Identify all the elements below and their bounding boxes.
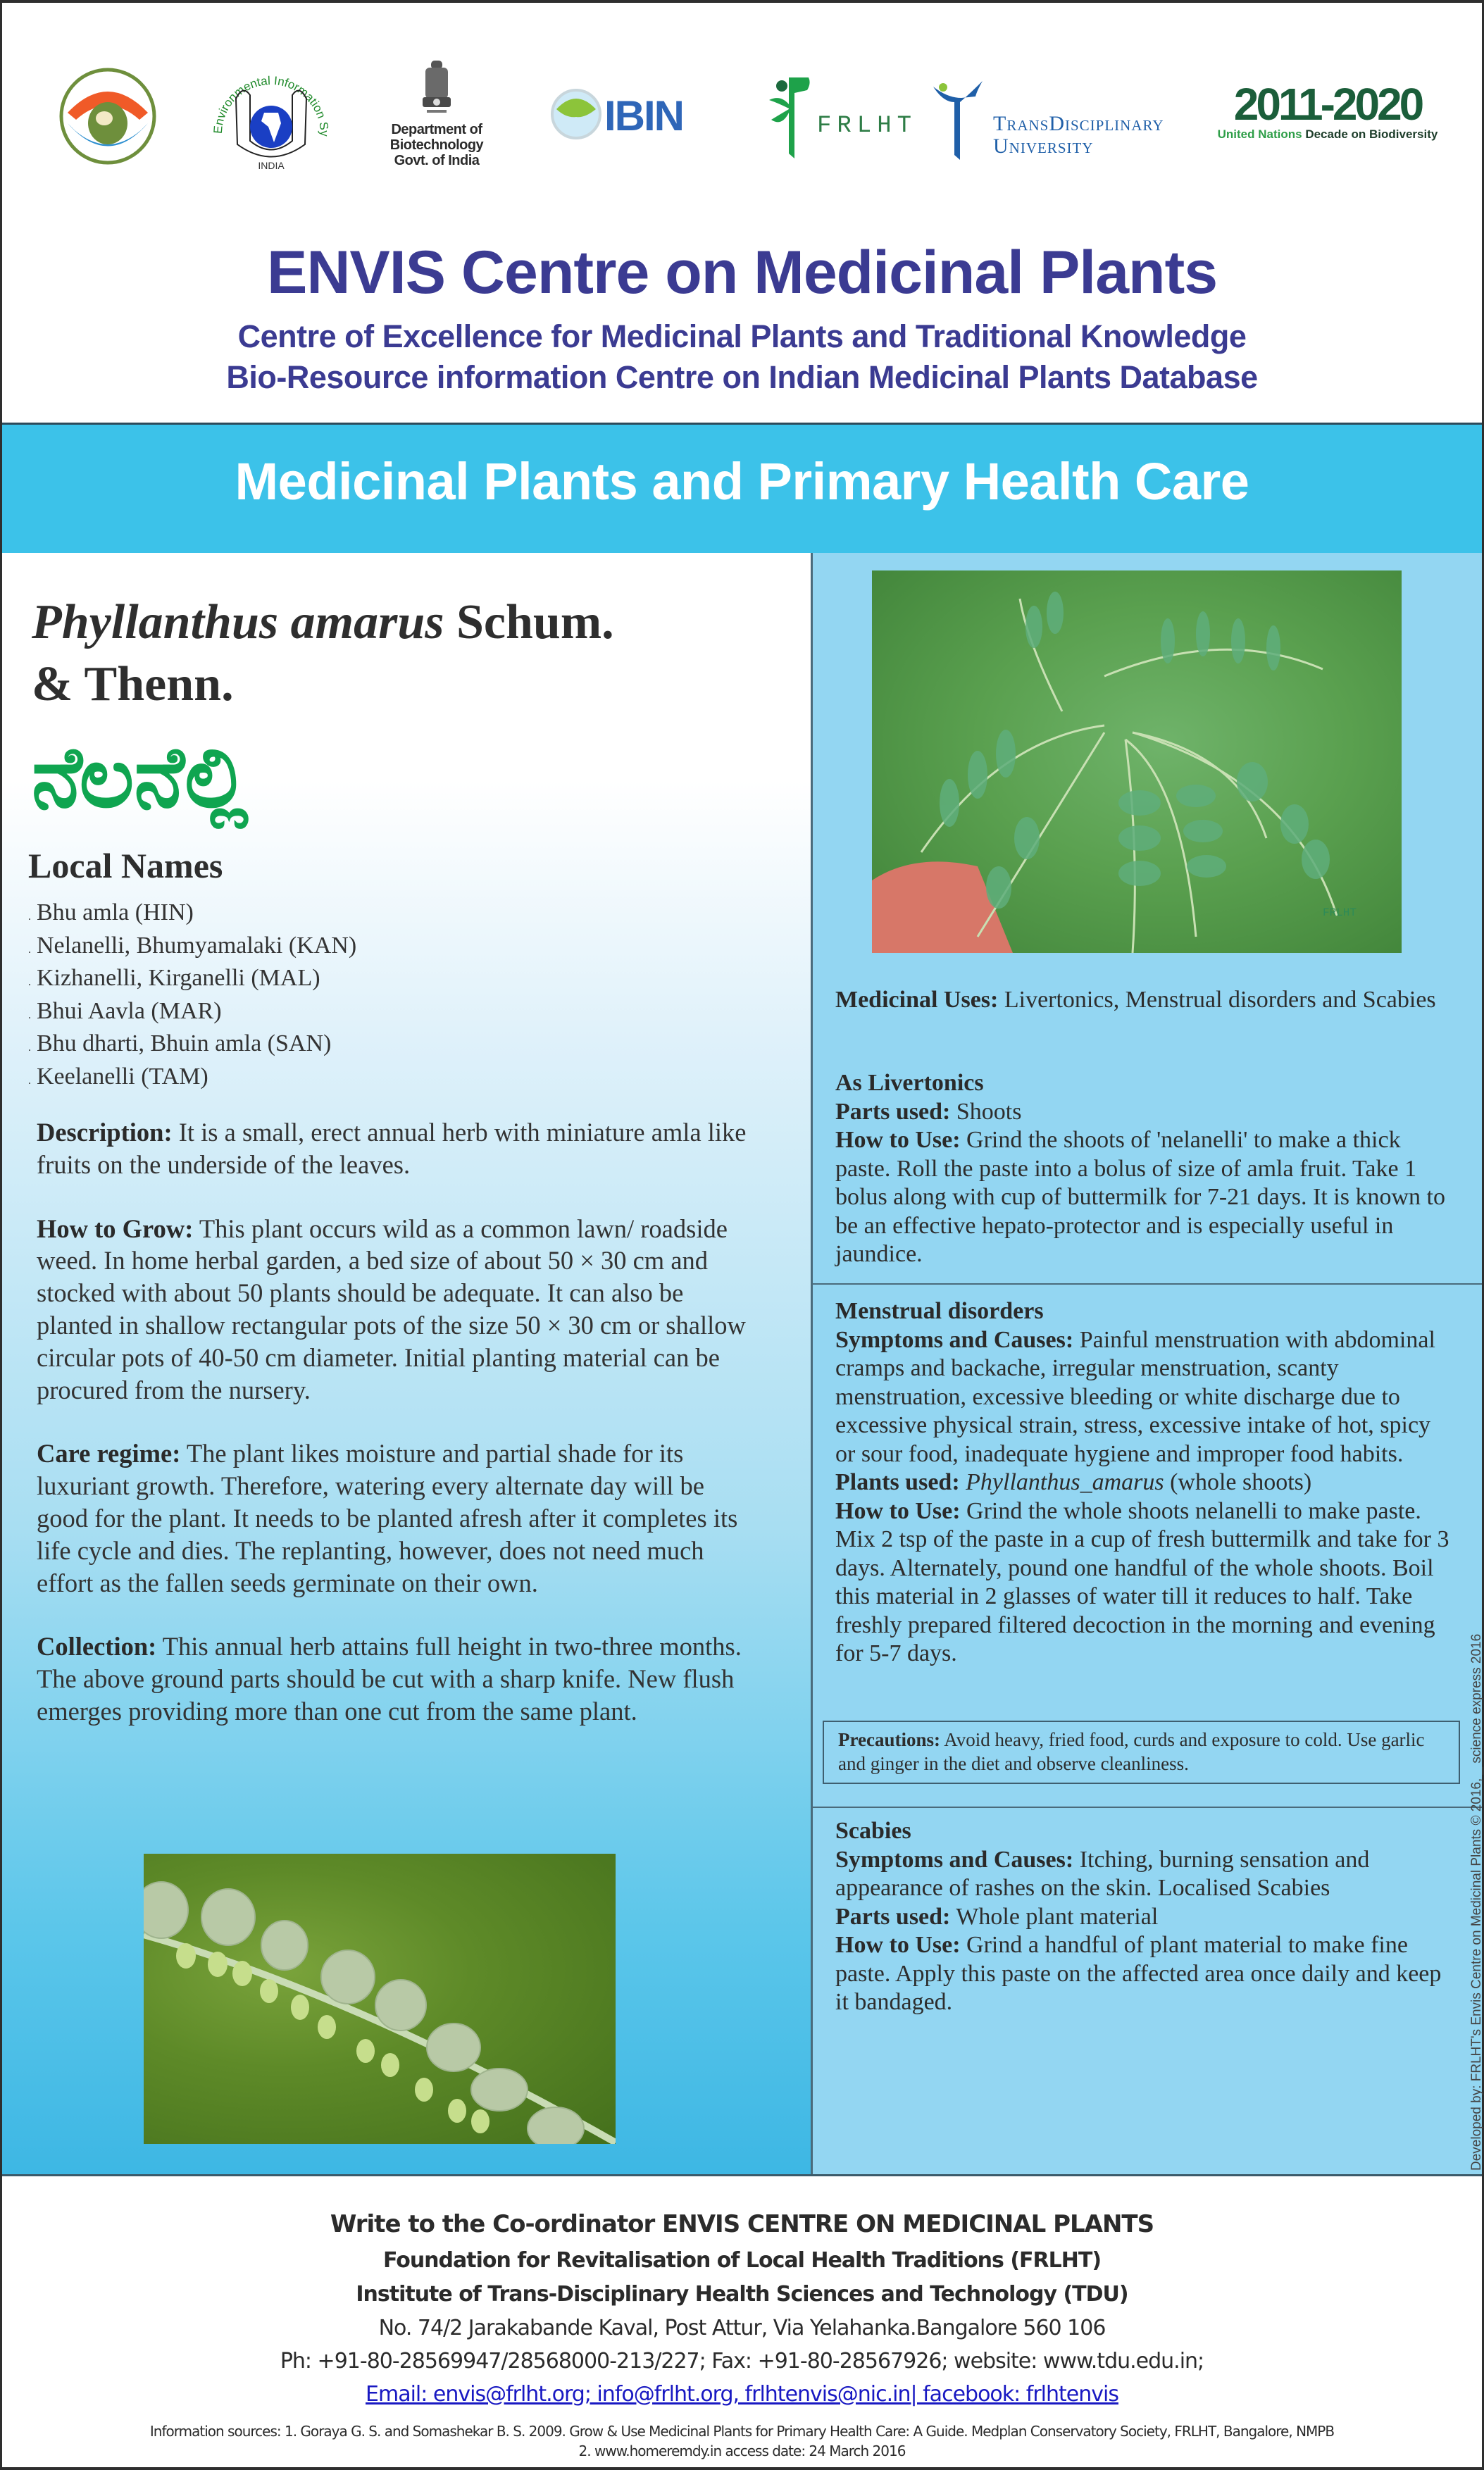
precautions-label: Precautions: — [838, 1729, 940, 1750]
list-item: . Nelanelli, Bhumyamalaki (KAN) — [28, 932, 356, 965]
un-years: 2011-2020 — [1233, 79, 1422, 130]
ibin-wordmark: IBIN — [604, 92, 683, 139]
precautions-box — [823, 1721, 1460, 1784]
menstrual-heading: Menstrual disorders — [835, 1298, 1044, 1324]
cultivation-info — [37, 1116, 762, 1759]
livertonics-parts-label: Parts used: — [835, 1098, 951, 1125]
contact-footer — [2, 2176, 1482, 2467]
dbt-logo — [349, 56, 525, 168]
scabies-how-label: How to Use: — [835, 1932, 961, 1958]
footer-frlht: Foundation for Revitalisation of Local Health Traditions (FRLHT) — [382, 2248, 1102, 2273]
frlht-logo — [768, 77, 919, 162]
tdu-line1: TransDisciplinary — [993, 112, 1164, 135]
shoot-photo-watermark: FRLHT — [1323, 906, 1357, 919]
moef-logo — [55, 63, 161, 169]
livertonics-parts-text: Shoots — [950, 1098, 1022, 1125]
tdu-logo — [933, 81, 1176, 162]
menstrual-how-text: Grind the whole shoots nelanelli to make paste. Mix 2 tsp of the paste in a cup of fresh buttermilk and take for 3 days. Alternately, pound one handful of the whole shoots. Boil this material in 2 glasses of water till it reduces to half. Take freshly prepared filtered decoction in the morning and evening for 5-7 days. — [835, 1497, 1449, 1666]
un-subtitle-decade: Decade on Biodiversity — [1305, 127, 1438, 141]
envis-logo — [208, 56, 335, 173]
un-subtitle — [1208, 127, 1447, 142]
how-to-grow-paragraph — [37, 1213, 762, 1406]
section-divider — [811, 1807, 1482, 1808]
medicinal-uses-label: Medicinal Uses: — [835, 987, 999, 1013]
description-text: It is a small, erect annual herb with miniature amla like fruits on the underside of the leaves. — [37, 1118, 747, 1179]
logo-row — [0, 42, 1484, 176]
medicinal-uses — [835, 986, 1455, 1015]
section-banner — [2, 423, 1482, 553]
moef-emblem-icon — [55, 63, 161, 169]
envis-arc-text: Environmental Information Sy — [211, 73, 332, 137]
envis-country: INDIA — [258, 160, 285, 171]
menstrual-plants-text: (whole shoots) — [1164, 1469, 1312, 1495]
un-biodiversity-logo — [1208, 81, 1447, 151]
list-item: . Kizhanelli, Kirganelli (MAL) — [28, 964, 356, 997]
menstrual-plants-label: Plants used: — [835, 1469, 960, 1495]
footer-coordinator: Write to the Co-ordinator ENVIS CENTRE ON MEDICINAL PLANTS — [330, 2210, 1154, 2238]
scabies-how-text: Grind a handful of plant material to make fine paste. Apply this paste on the affected area once daily and keep it bandaged. — [835, 1932, 1442, 2015]
section-divider — [811, 1283, 1482, 1285]
shoot-photo — [872, 570, 1402, 953]
dbt-name: Department of Biotechnology — [389, 122, 484, 153]
precautions-text: Avoid heavy, fried food, curds and exposure to cold. Use garlic and ginger in the diet and observe cleanliness. — [838, 1729, 1425, 1774]
footer-address: No. 74/2 Jarakabande Kaval, Post Attur, Via Yelahanka.Bangalore 560 106 — [378, 2316, 1106, 2340]
collection-paragraph — [37, 1630, 762, 1727]
tdu-line2: University — [993, 135, 1094, 158]
scabies-section — [835, 1817, 1455, 2017]
page-title: ENVIS Centre on Medicinal Plants — [266, 239, 1218, 306]
menstrual-section — [835, 1297, 1455, 1669]
footer-email-link[interactable]: Email: envis@frlht.org; info@frlht.org, frlhtenvis@nic.in| facebook: frlhtenvis — [366, 2382, 1118, 2407]
species-authority-2: & Thenn. — [32, 657, 234, 711]
list-item: . Bhu amla (HIN) — [28, 899, 356, 932]
footer-source-1: Information sources: 1. Goraya G. S. and Somashekar B. S. 2009. Grow & Use Medicinal Plants for Primary Health Care: A Guide. Medplan Conservatory Society, FRLHT, Bangalore, NMPB — [149, 2423, 1335, 2440]
fruit-branch-photo — [144, 1854, 616, 2144]
livertonics-section — [835, 1069, 1455, 1269]
subtitle-bioresource: Bio-Resource information Centre on Indian Medicinal Plants Database — [226, 359, 1258, 395]
livertonics-how-label: How to Use: — [835, 1127, 961, 1153]
scabies-symptoms-text: Itching, burning sensation and appearance of rashes on the skin. Localised Scabies — [835, 1846, 1370, 1901]
footer-source-2: 2. www.homeremdy.in access date: 24 March 2016 — [578, 2443, 906, 2459]
frlht-wordmark: FRLHT — [817, 113, 918, 139]
shoot-illustration — [872, 570, 1402, 953]
menstrual-plants-species: Phyllanthus_amarus — [959, 1469, 1164, 1495]
local-names-heading: Local Names — [28, 846, 223, 885]
frlht-leaf-icon — [768, 77, 817, 158]
care-regime-text: The plant likes moisture and partial shade for its luxuriant growth. Therefore, watering every alternate day will be good for the plant. It needs to be planted afresh after it completes its life cycle and dies. The replanting, however, does not need much effort as the fallen seeds germinate on their own. — [37, 1439, 738, 1597]
care-regime-label: Care regime: — [37, 1439, 181, 1468]
scabies-parts-text: Whole plant material — [950, 1903, 1159, 1930]
care-regime-paragraph — [37, 1437, 762, 1599]
ibin-globe-icon — [549, 85, 606, 141]
tdu-figure-icon — [933, 81, 990, 162]
list-item: . Bhui Aavla (MAR) — [28, 997, 356, 1030]
footer-phone: Ph: +91-80-28569947/28568000-213/227; Fax: +91-80-28567926; website: www.tdu.edu.in; — [280, 2349, 1204, 2374]
list-item: . Keelanelli (TAM) — [28, 1063, 356, 1096]
collection-label: Collection: — [37, 1632, 157, 1661]
envis-globe-icon — [208, 56, 335, 173]
ashoka-emblem-icon — [416, 56, 458, 118]
species-name — [32, 592, 771, 716]
list-item: . Bhu dharti, Bhuin amla (SAN) — [28, 1030, 356, 1063]
kannada-name: ನೆಲನೆಲ್ಲಿ — [32, 729, 249, 827]
description-label: Description: — [37, 1118, 173, 1147]
how-to-grow-text: This plant occurs wild as a common lawn/ roadside weed. In home herbal garden, a bed size of about 50 × 30 cm and stocked with about 50 plants should be adequate. It can also be planted in shallow rectangular pots of the size 50 × 30 cm or shallow circular pots of 40-50 cm diameter. Initial planting material can be procured from the nursery. — [37, 1214, 746, 1404]
scabies-symptoms-label: Symptoms and Causes: — [835, 1846, 1074, 1873]
livertonics-heading: As Livertonics — [835, 1070, 984, 1096]
tdu-wordmark — [993, 113, 1164, 158]
scabies-heading: Scabies — [835, 1818, 911, 1844]
species-authority-1: Schum. — [444, 595, 614, 649]
scabies-parts-label: Parts used: — [835, 1903, 951, 1930]
local-names-list — [28, 899, 356, 1095]
livertonics-how-text: Grind the shoots of 'nelanelli' to make a thick paste. Roll the paste into a bolus of size of amla fruit. Take 1 bolus along with cup of buttermilk for 7-21 days. It is known to be an effective hepato-protector and is especially useful in jaundice. — [835, 1127, 1445, 1267]
footer-tdu: Institute of Trans-Disciplinary Health Sciences and Technology (TDU) — [356, 2282, 1128, 2307]
fruit-branch-illustration — [144, 1854, 616, 2144]
collection-text: This annual herb attains full height in two-three months. The above ground parts should be cut with a sharp knife. New flush emerges providing more than one cut from the same plant. — [37, 1632, 742, 1726]
un-subtitle-un: United Nations — [1217, 127, 1302, 141]
subtitle-excellence: Centre of Excellence for Medicinal Plants and Traditional Knowledge — [237, 318, 1247, 354]
menstrual-symptoms-label: Symptoms and Causes: — [835, 1326, 1074, 1353]
developer-credit: Developed by: FRLHT's Envis Centre on Medicinal Plants © 2016, _ science express 2016 — [1469, 1633, 1484, 2171]
menstrual-symptoms-text: Painful menstruation with abdominal cramps and backache, irregular menstruation, scanty menstruation, excessive bleeding or white discharge due to excessive physical strain, stress, excessive intake of hot, spicy or sour food, inadequate hygiene and improper food habits. — [835, 1326, 1435, 1467]
description-paragraph — [37, 1116, 762, 1181]
how-to-grow-label: How to Grow: — [37, 1214, 194, 1243]
medicinal-uses-text: Livertonics, Menstrual disorders and Scabies — [998, 987, 1436, 1013]
dbt-govt: Govt. of India — [394, 153, 480, 168]
banner-title: Medicinal Plants and Primary Health Care — [235, 452, 1249, 511]
species-binomial: Phyllanthus amarus — [32, 595, 444, 649]
menstrual-how-label: How to Use: — [835, 1497, 961, 1524]
ibin-logo — [549, 85, 732, 148]
